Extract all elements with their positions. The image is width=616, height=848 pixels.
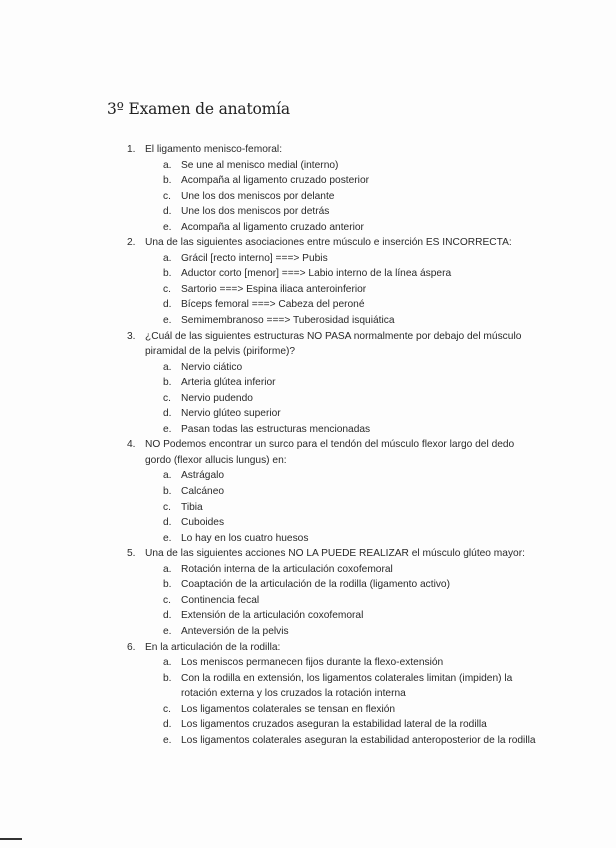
option-text: Lo hay en los cuatro huesos: [181, 532, 309, 544]
scan-mark: [0, 838, 22, 840]
option-text: Tibia: [181, 501, 203, 513]
question-number: 6.: [127, 641, 136, 653]
question-text: El ligamento menisco-femoral:: [145, 144, 283, 155]
option-letter: e.: [163, 532, 172, 544]
answer-option: [0, 655, 551, 671]
option-text: Nervio pudendo: [181, 392, 253, 404]
answer-option: [0, 593, 551, 609]
question-number: 3.: [127, 330, 136, 342]
option-text: Une los dos meniscos por detrás: [181, 206, 330, 218]
answer-option: [0, 577, 551, 593]
option-letter: d.: [163, 719, 172, 731]
option-letter: c.: [163, 501, 171, 513]
option-text: Bíceps femoral ===> Cabeza del peroné: [181, 299, 365, 311]
option-letter: e.: [163, 734, 172, 746]
answer-option: [0, 189, 551, 205]
option-letter: d.: [163, 517, 172, 529]
option-text: Nervio glúteo superior: [181, 408, 281, 420]
answer-option: [0, 282, 551, 298]
option-text: Los meniscos permanecen fijos durante la flexo-extensión: [181, 657, 444, 669]
answer-option: [0, 608, 551, 624]
answer-option: [0, 313, 551, 329]
answer-option: [0, 531, 551, 547]
answer-option: [0, 733, 551, 749]
option-letter: a.: [163, 361, 172, 373]
answer-option: [0, 562, 551, 578]
question: [0, 235, 540, 251]
answer-option: [0, 204, 551, 220]
option-text: Con la rodilla en extensión, los ligamentos colaterales limitan (impiden) la rotación externa y los cruzados la rotación interna: [181, 672, 513, 700]
option-text: Rotación interna de la articulación coxofemoral: [181, 563, 393, 575]
answer-option: [0, 671, 551, 702]
question: [0, 546, 540, 562]
question-text: Una de las siguientes asociaciones entre músculo e inserción ES INCORRECTA:: [145, 237, 512, 249]
question-number: 1.: [127, 144, 136, 155]
option-letter: e.: [163, 625, 172, 637]
question-text: Una de las siguientes acciones NO LA PUEDE REALIZAR el músculo glúteo mayor:: [145, 548, 525, 560]
question: [0, 640, 540, 656]
option-text: Arteria glútea inferior: [181, 377, 276, 389]
option-text: Extensión de la articulación coxofemoral: [181, 610, 364, 622]
option-letter: e.: [163, 315, 172, 327]
option-text: Pasan todas las estructuras mencionadas: [181, 423, 371, 435]
option-letter: b.: [163, 579, 172, 591]
option-letter: a.: [163, 470, 172, 482]
option-letter: c.: [163, 283, 171, 295]
option-text: Calcáneo: [181, 486, 225, 498]
option-text: Acompaña al ligamento cruzado anterior: [181, 221, 364, 233]
question-text: NO Podemos encontrar un surco para el tendón del músculo flexor largo del dedo gordo (flexor allucis lungus) en:: [145, 439, 515, 466]
answer-option: [0, 406, 551, 422]
option-text: Nervio ciático: [181, 361, 243, 373]
option-letter: e.: [163, 423, 172, 435]
option-text: Semimembranoso ===> Tuberosidad isquiática: [181, 315, 395, 327]
exam-title: 3º Examen de anatomía: [107, 100, 290, 118]
option-letter: a.: [163, 657, 172, 669]
option-letter: a.: [163, 563, 172, 575]
option-letter: a.: [163, 159, 172, 171]
answer-option: [0, 375, 551, 391]
answer-option: [0, 391, 551, 407]
option-text: Anteversión de la pelvis: [181, 625, 289, 637]
option-letter: c.: [163, 392, 171, 404]
question-number: 4.: [127, 439, 136, 451]
question-list: [0, 142, 616, 748]
option-text: Acompaña al ligamento cruzado posterior: [181, 175, 370, 187]
option-letter: c.: [163, 190, 171, 202]
answer-option: [0, 422, 551, 438]
answer-option: [0, 624, 551, 640]
option-letter: b.: [163, 268, 172, 280]
answer-option: [0, 702, 551, 718]
answer-option: [0, 297, 551, 313]
option-letter: b.: [163, 175, 172, 187]
option-text: Astrágalo: [181, 470, 225, 482]
option-text: Continencia fecal: [181, 594, 260, 606]
option-letter: e.: [163, 221, 172, 233]
answer-option: [0, 500, 551, 516]
answer-option: [0, 173, 551, 189]
option-letter: b.: [163, 377, 172, 389]
option-letter: d.: [163, 610, 172, 622]
answer-option: [0, 251, 551, 267]
answer-option: [0, 158, 551, 174]
option-text: Los ligamentos colaterales aseguran la estabilidad anteroposterior de la rodilla: [181, 734, 536, 746]
answer-option: [0, 266, 551, 282]
option-letter: d.: [163, 408, 172, 420]
option-text: Cuboides: [181, 517, 225, 529]
answer-option: [0, 717, 551, 733]
answer-option: [0, 360, 551, 376]
answer-option: [0, 484, 551, 500]
question-text: En la articulación de la rodilla:: [145, 641, 281, 653]
option-letter: a.: [163, 252, 172, 264]
option-text: Los ligamentos cruzados aseguran la estabilidad lateral de la rodilla: [181, 719, 487, 731]
option-text: Aductor corto [menor] ===> Labio interno de la línea áspera: [181, 268, 452, 280]
option-letter: c.: [163, 594, 171, 606]
question: [0, 437, 540, 468]
answer-option: [0, 468, 551, 484]
question: [0, 142, 540, 158]
option-letter: b.: [163, 486, 172, 498]
option-letter: b.: [163, 672, 172, 684]
question-number: 5.: [127, 548, 136, 560]
option-text: Se une al menisco medial (interno): [181, 159, 339, 171]
option-text: Une los dos meniscos por delante: [181, 190, 335, 202]
answer-option: [0, 220, 551, 236]
question-text: ¿Cuál de las siguientes estructuras NO PASA normalmente por debajo del músculo piramidal de la pelvis (piriforme)?: [145, 330, 522, 358]
option-letter: d.: [163, 299, 172, 311]
option-text: Los ligamentos colaterales se tensan en flexión: [181, 703, 396, 715]
option-text: Coaptación de la articulación de la rodilla (ligamento activo): [181, 579, 450, 591]
option-letter: c.: [163, 703, 171, 715]
answer-option: [0, 515, 551, 531]
option-text: Sartorio ===> Espina iliaca anteroinferior: [181, 283, 367, 295]
option-text: Grácil [recto interno] ===> Pubis: [181, 252, 328, 264]
option-letter: d.: [163, 206, 172, 218]
question: [0, 329, 540, 360]
question-number: 2.: [127, 237, 136, 249]
